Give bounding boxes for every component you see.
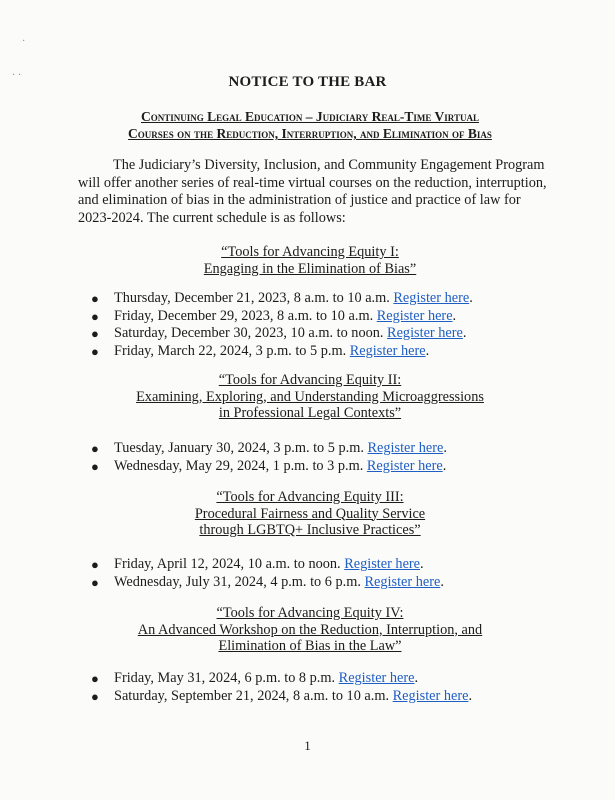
register-link[interactable]: Register here <box>367 440 444 456</box>
session-list-1 <box>90 290 473 360</box>
register-link[interactable]: Register here <box>344 556 421 572</box>
register-link[interactable]: Register here <box>393 290 470 306</box>
bullet-icon: ● <box>91 441 99 456</box>
course-title-line: Examining, Exploring, and Understanding Microaggressions <box>136 388 484 405</box>
course-title-line: Procedural Fairness and Quality Service <box>194 505 426 522</box>
list-item: ● Saturday, December 30, 2023, 10 a.m. to noon. Register here. <box>91 325 467 341</box>
session-text: Friday, April 12, 2024, 10 a.m. to noon. <box>114 556 341 572</box>
list-item: ● Wednesday, July 31, 2024, 4 p.m. to 6 p.m. Register here. <box>91 573 444 590</box>
register-link[interactable]: Register here <box>387 325 463 341</box>
register-link[interactable]: Register here <box>349 342 426 359</box>
register-link[interactable]: Register here <box>392 687 469 704</box>
list-item: ● Friday, May 31, 2024, 6 p.m. to 8 p.m. Register here. <box>91 670 419 686</box>
bullet-icon: ● <box>91 458 99 474</box>
course-title-line: through LGBTQ+ Inclusive Practices” <box>199 522 421 538</box>
course-title-2 <box>80 372 540 422</box>
register-link[interactable]: Register here <box>338 670 415 686</box>
session-list-2 <box>90 440 447 475</box>
bullet-icon: ● <box>91 557 99 572</box>
course-title-line: Engaging in the Elimination of Bias” <box>203 260 417 277</box>
course-title-1 <box>80 244 540 277</box>
bullet-icon: ● <box>91 326 99 341</box>
session-text: Friday, March 22, 2024, 3 p.m. to 5 p.m. <box>114 342 347 359</box>
session-text: Friday, May 31, 2024, 6 p.m. to 8 p.m. <box>114 670 336 686</box>
register-link[interactable]: Register here <box>366 457 443 474</box>
course-title-line: “Tools for Advancing Equity I: <box>221 244 399 260</box>
session-text: Thursday, December 21, 2023, 8 a.m. to 10 a.m. <box>114 290 390 306</box>
notice-subtitle <box>60 108 560 142</box>
course-title-line: “Tools for Advancing Equity II: <box>218 372 402 388</box>
session-text: Saturday, December 30, 2023, 10 a.m. to noon. <box>114 325 384 341</box>
list-item: ● Thursday, December 21, 2023, 8 a.m. to 10 a.m. Register here. <box>91 290 473 306</box>
session-text: Wednesday, July 31, 2024, 4 p.m. to 6 p.m. <box>114 573 361 590</box>
subtitle-line: Courses on the Reduction, Interruption, and Elimination of Bias <box>128 126 492 141</box>
page-number: 1 <box>304 738 311 753</box>
scan-speck: · · <box>12 70 22 81</box>
course-title-4 <box>80 605 540 655</box>
notice-title: NOTICE TO THE BAR <box>228 74 387 90</box>
list-item: ● Tuesday, January 30, 2024, 3 p.m. to 5 p.m. Register here. <box>91 440 447 456</box>
register-link[interactable]: Register here <box>364 573 441 590</box>
scan-speck: · <box>22 36 26 47</box>
course-title-line: “Tools for Advancing Equity IV: <box>216 605 404 621</box>
bullet-icon: ● <box>91 343 99 359</box>
course-title-3 <box>80 489 540 539</box>
list-item: ● Saturday, September 21, 2024, 8 a.m. to 10 a.m. Register here. <box>91 687 473 704</box>
bullet-icon: ● <box>91 574 99 590</box>
session-list-4 <box>90 670 472 705</box>
bullet-icon: ● <box>91 291 99 306</box>
course-title-line: Elimination of Bias in the Law” <box>218 638 402 654</box>
list-item: ● Wednesday, May 29, 2024, 1 p.m. to 3 p.m. Register here. <box>91 457 447 474</box>
bullet-icon: ● <box>91 671 99 686</box>
session-text: Wednesday, May 29, 2024, 1 p.m. to 3 p.m. <box>114 457 364 474</box>
bullet-icon: ● <box>91 688 99 704</box>
session-text: Tuesday, January 30, 2024, 3 p.m. to 5 p.m. <box>114 440 364 456</box>
list-item: ● Friday, April 12, 2024, 10 a.m. to noon. Register here. <box>91 556 424 572</box>
list-item: ● Friday, December 29, 2023, 8 a.m. to 10 a.m. Register here. <box>91 307 457 324</box>
bullet-icon: ● <box>91 308 99 324</box>
session-text: Friday, December 29, 2023, 8 a.m. to 10 a.m. <box>114 307 374 324</box>
list-item: ● Friday, March 22, 2024, 3 p.m. to 5 p.m. Register here. <box>91 342 430 359</box>
session-text: Saturday, September 21, 2024, 8 a.m. to 10 a.m. <box>114 687 390 704</box>
course-title-line: An Advanced Workshop on the Reduction, Interruption, and <box>137 621 483 638</box>
subtitle-line: Continuing Legal Education – Judiciary Real-Time Virtual <box>141 109 479 124</box>
session-list-3 <box>90 556 444 591</box>
register-link[interactable]: Register here <box>376 307 453 324</box>
course-title-line: in Professional Legal Contexts” <box>218 405 402 421</box>
intro-paragraph: The Judiciary’s Diversity, Inclusion, and Community Engagement Program will offer another series of real-time virtual courses on the reduction, interruption, and elimination of bias in the administration of justice and practice of law for 2023-2024. The current schedule is as follows: <box>78 157 547 226</box>
course-title-line: “Tools for Advancing Equity III: <box>216 489 404 505</box>
